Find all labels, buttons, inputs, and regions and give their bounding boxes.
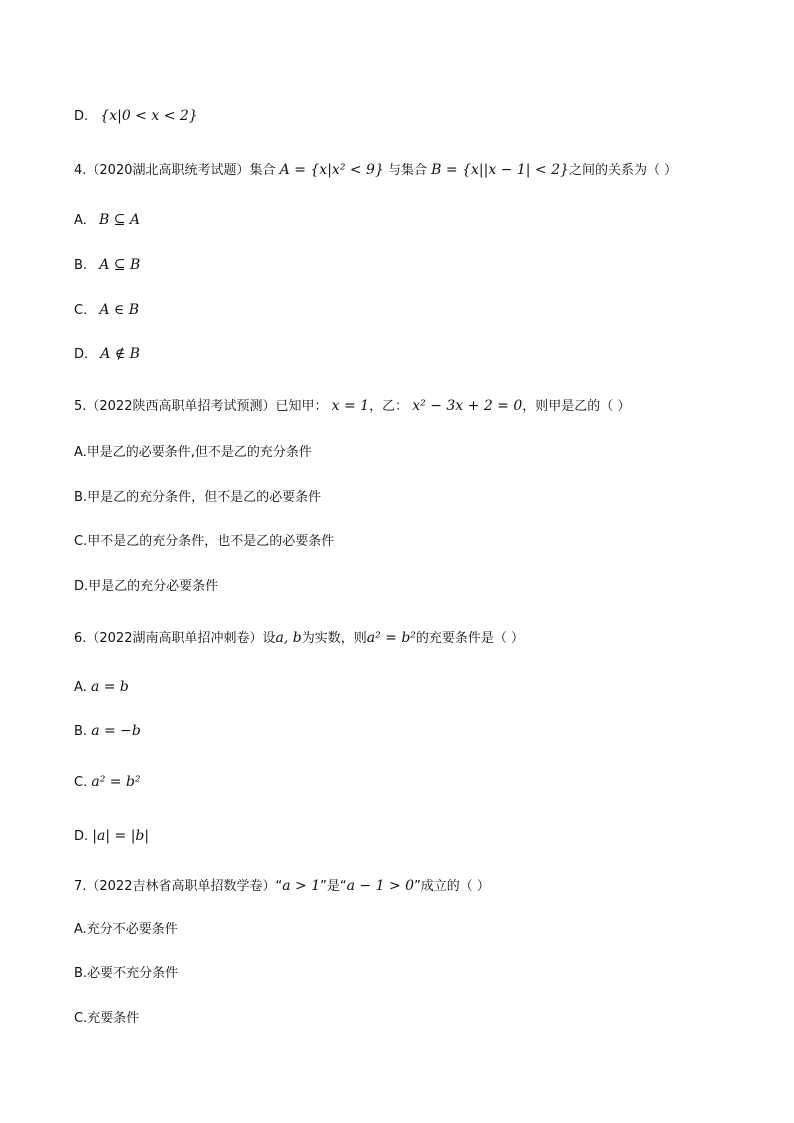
stem-text: ”是“ <box>320 879 347 894</box>
stem-text: “ <box>275 879 283 894</box>
q5-stem <box>74 396 630 417</box>
option-label: A. <box>74 922 87 937</box>
stem-text: 与集合 <box>388 163 428 178</box>
option-expr: |a| = |b| <box>92 828 150 844</box>
q4-option-a <box>74 210 140 231</box>
set-a-expr: A = {x|x² < 9} <box>279 162 384 178</box>
q5-option-c <box>74 532 334 552</box>
option-text: 甲不是乙的充分条件，也不是乙的必要条件 <box>87 534 335 549</box>
q6-option-b <box>74 721 141 742</box>
q6-option-a <box>74 677 129 698</box>
q5-option-a <box>74 443 312 463</box>
option-expr: a = b <box>90 679 129 695</box>
q5-option-d <box>74 577 218 597</box>
question-number: 4. <box>74 163 87 178</box>
stem-text: ，则甲是乙的（ ） <box>522 399 631 414</box>
stem-text: 设 <box>262 631 276 646</box>
stem-text: 之间的关系为（ ） <box>568 163 678 178</box>
condition-expr: a² = b² <box>366 630 416 646</box>
option-text: 必要不充分条件 <box>87 966 179 981</box>
option-text: 充分不必要条件 <box>86 922 178 937</box>
option-label: D. <box>74 109 89 124</box>
q7-option-a <box>74 920 178 940</box>
jia-expr: x = 1 <box>331 398 370 414</box>
q7-option-b <box>74 964 178 984</box>
option-expr: A ∈ B <box>99 302 140 318</box>
option-text: 甲是乙的必要条件,但不是乙的充分条件 <box>86 445 312 460</box>
question-source: （2022吉林省高职单招数学卷） <box>86 879 276 894</box>
option-text: 甲是乙的充分条件，但不是乙的必要条件 <box>87 490 322 505</box>
stem-text: 集合 <box>249 163 276 178</box>
option-label: B. <box>74 966 88 981</box>
option-text: 充要条件 <box>87 1011 140 1026</box>
option-label: C. <box>74 775 88 790</box>
question-number: 5. <box>74 399 87 414</box>
q4-option-d <box>74 344 140 365</box>
vars-expr: a, b <box>275 630 302 646</box>
q6-option-c <box>74 772 141 793</box>
stem-text: ”成立的（ ） <box>414 879 490 894</box>
q4-option-c <box>74 300 139 321</box>
stem-text: ，乙： <box>369 399 409 414</box>
option-label: D. <box>74 829 89 844</box>
question-source: （2022湖南高职单招冲刺卷） <box>86 631 263 646</box>
option-label: A. <box>74 680 87 695</box>
stem-text: 的充要条件是（ ） <box>415 631 525 646</box>
q4-option-b <box>74 255 140 276</box>
option-label: C. <box>74 534 88 549</box>
option-label: D. <box>74 347 89 362</box>
q6-stem <box>74 628 524 649</box>
option-expr: A ⊆ B <box>99 257 141 273</box>
q6-option-d <box>74 826 149 847</box>
option-label: B. <box>74 724 88 739</box>
option-label: A. <box>74 213 87 228</box>
q5-option-b <box>74 488 321 508</box>
q7-stem <box>74 876 490 897</box>
option-expr: {x|0 < x < 2} <box>100 108 198 124</box>
option-expr: B ⊆ A <box>98 212 140 228</box>
option-label: C. <box>74 303 88 318</box>
question-source: （2020湖北高职统考试题） <box>86 163 250 178</box>
option-expr: a² = b² <box>91 774 141 790</box>
stem-text: 为实数，则 <box>301 631 367 646</box>
option-label: B. <box>74 258 88 273</box>
q7-option-c <box>74 1009 139 1029</box>
option-label: D. <box>74 579 89 594</box>
question-number: 6. <box>74 631 87 646</box>
condition-1-expr: a > 1 <box>282 878 321 894</box>
condition-2-expr: a − 1 > 0 <box>346 878 415 894</box>
stem-text: 已知甲： <box>275 399 328 414</box>
yi-expr: x² − 3x + 2 = 0 <box>412 398 523 414</box>
q3-option-d <box>74 106 198 127</box>
option-expr: a = −b <box>91 723 141 739</box>
question-source: （2022陕西高职单招考试预测） <box>86 399 276 414</box>
question-number: 7. <box>74 879 87 894</box>
set-b-expr: B = {x||x − 1| < 2} <box>431 162 569 178</box>
option-label: C. <box>74 1011 88 1026</box>
option-label: A. <box>74 445 87 460</box>
q4-stem <box>74 160 677 181</box>
option-expr: A ∉ B <box>100 346 140 362</box>
option-label: B. <box>74 490 88 505</box>
option-text: 甲是乙的充分必要条件 <box>88 579 219 594</box>
